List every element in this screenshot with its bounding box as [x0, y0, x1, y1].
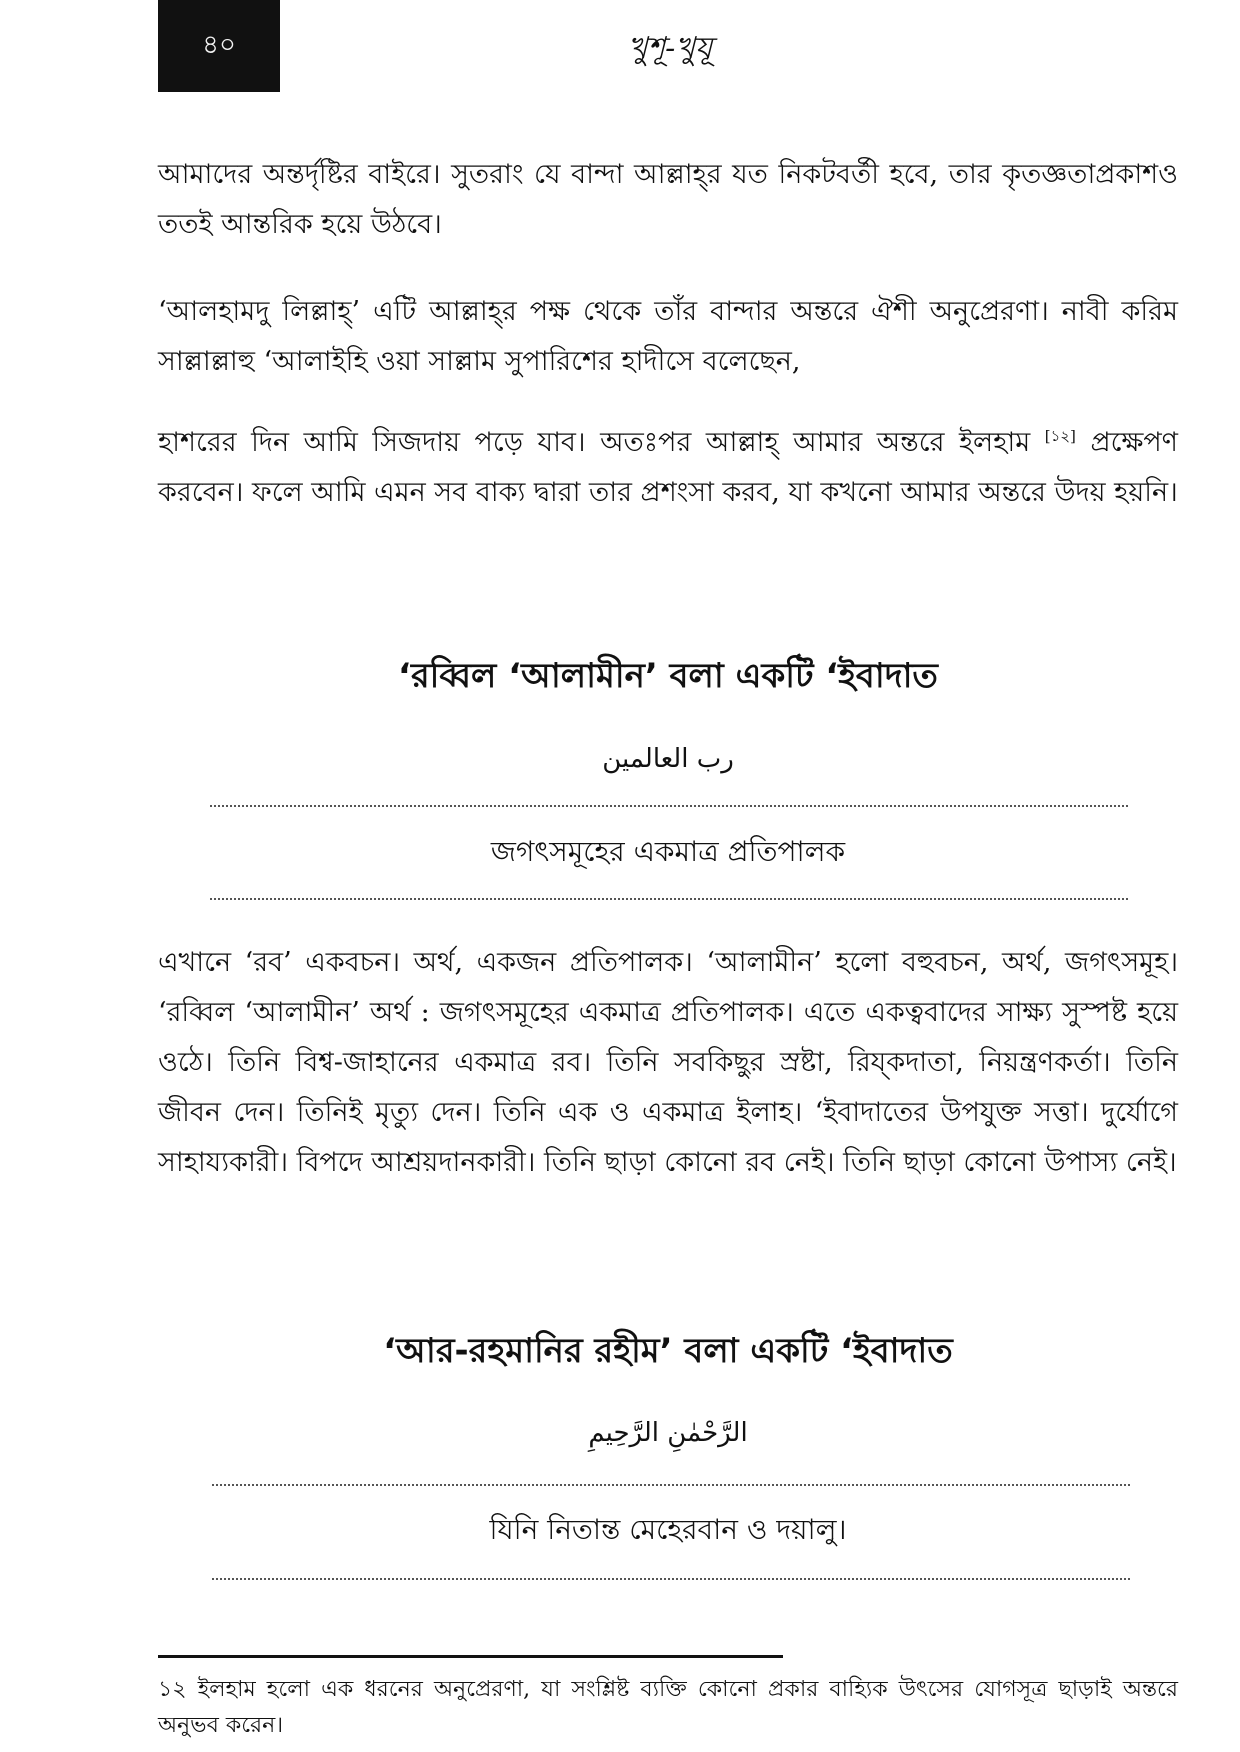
section-2-arabic: الرَّحْمٰنِ الرَّحِيمِ: [588, 1418, 748, 1448]
hadith-quote-text: [158, 418, 1178, 518]
section-2-heading-wrap: [158, 1325, 1178, 1382]
section-2-translation-wrap: [158, 1508, 1178, 1555]
paragraph-4: [158, 938, 1178, 1188]
section-2-arabic-wrap: [158, 1418, 1178, 1448]
footnote-rule: [158, 1655, 783, 1658]
page-number: ৪০: [202, 30, 236, 60]
section-1-heading-wrap: [158, 650, 1178, 707]
dotted-rule: [212, 1578, 1130, 1580]
dotted-rule: [210, 805, 1128, 807]
section-2-heading: ‘আর-রহমানির রহীম’ বলা একটি ‘ইবাদাত: [383, 1331, 953, 1371]
dotted-rule: [212, 1484, 1130, 1486]
dotted-rule: [210, 898, 1128, 900]
paragraph-1: [158, 150, 1178, 250]
section-1-arabic: رب العالمين: [602, 744, 734, 774]
section-1-arabic-wrap: [158, 744, 1178, 774]
hadith-quote-line-2: প্রক্ষেপণ করবেন। ফলে আমি এমন সব বাক্য দ্বারা তার প্রশংসা করব, যা কখনো আমার অন্তরে উদয় হয়নি।: [158, 427, 1178, 508]
footnote-reference: [১২]: [1044, 427, 1076, 445]
page-number-box: [158, 0, 280, 92]
section-1-heading: ‘রব্বিল ‘আলামীন’ বলা একটি ‘ইবাদাত: [398, 656, 938, 696]
paragraph-2: [158, 287, 1178, 387]
section-2-translation: যিনি নিতান্ত মেহেরবান ও দয়ালু।: [489, 1513, 847, 1546]
footnote: ১২ ইলহাম হলো এক ধরনের অনুপ্রেরণা, যা সংশ্লিষ্ট ব্যক্তি কোনো প্রকার বাহ্যিক উৎসের যোগসূত্র ছাড়াই অন্তরে অনুভব করেন।: [158, 1677, 1178, 1738]
running-head: খুশূ-খুযূ: [627, 31, 713, 66]
hadith-quote: [158, 418, 1178, 518]
paragraph-1-text: আমাদের অন্তর্দৃষ্টির বাইরে। সুতরাং যে বান্দা আল্লাহ্‌র যত নিকটবর্তী হবে, তার কৃতজ্ঞতাপ্রকাশও ততই আন্তরিক হয়ে উঠবে।: [158, 159, 1178, 240]
hadith-quote-line-1: হাশরের দিন আমি সিজদায় পড়ে যাব। অতঃপর আল্লাহ্‌ আমার অন্তরে ইলহাম: [158, 427, 1031, 458]
section-1-translation-wrap: [158, 830, 1178, 877]
paragraph-2-text: ‘আলহামদু লিল্লাহ্‌’ এটি আল্লাহ্‌র পক্ষ থেকে তাঁর বান্দার অন্তরে ঐশী অনুপ্রেরণা। নাবী করিম সাল্লাল্লাহু ‘আলাইহি ওয়া সাল্লাম সুপারিশের হাদীসে বলেছেন,: [158, 296, 1178, 377]
section-1-translation: জগৎসমূহের একমাত্র প্রতিপালক: [490, 835, 846, 868]
paragraph-4-text: এখানে ‘রব’ একবচন। অর্থ, একজন প্রতিপালক। ‘আলামীন’ হলো বহুবচন, অর্থ, জগৎসমূহ। ‘রব্বিল ‘আলামীন’ অর্থ : জগৎসমূহের একমাত্র প্রতিপালক। এতে একত্ববাদের সাক্ষ্য সুস্পষ্ট হয়ে ওঠে। তিনি বিশ্ব-জাহানের একমাত্র রব। তিনি সবকিছুর স্রষ্টা, রিয্‌কদাতা, নিয়ন্ত্রণকর্তা। তিনি জীবন দেন। তিনিই মৃত্যু দেন। তিনি এক ও একমাত্র ইলাহ। ‘ইবাদাতের উপযুক্ত সত্তা। দুর্যোগে সাহায্যকারী। বিপদে আশ্রয়দানকারী। তিনি ছাড়া কোনো রব নেই। তিনি ছাড়া কোনো উপাস্য নেই।: [158, 947, 1178, 1178]
